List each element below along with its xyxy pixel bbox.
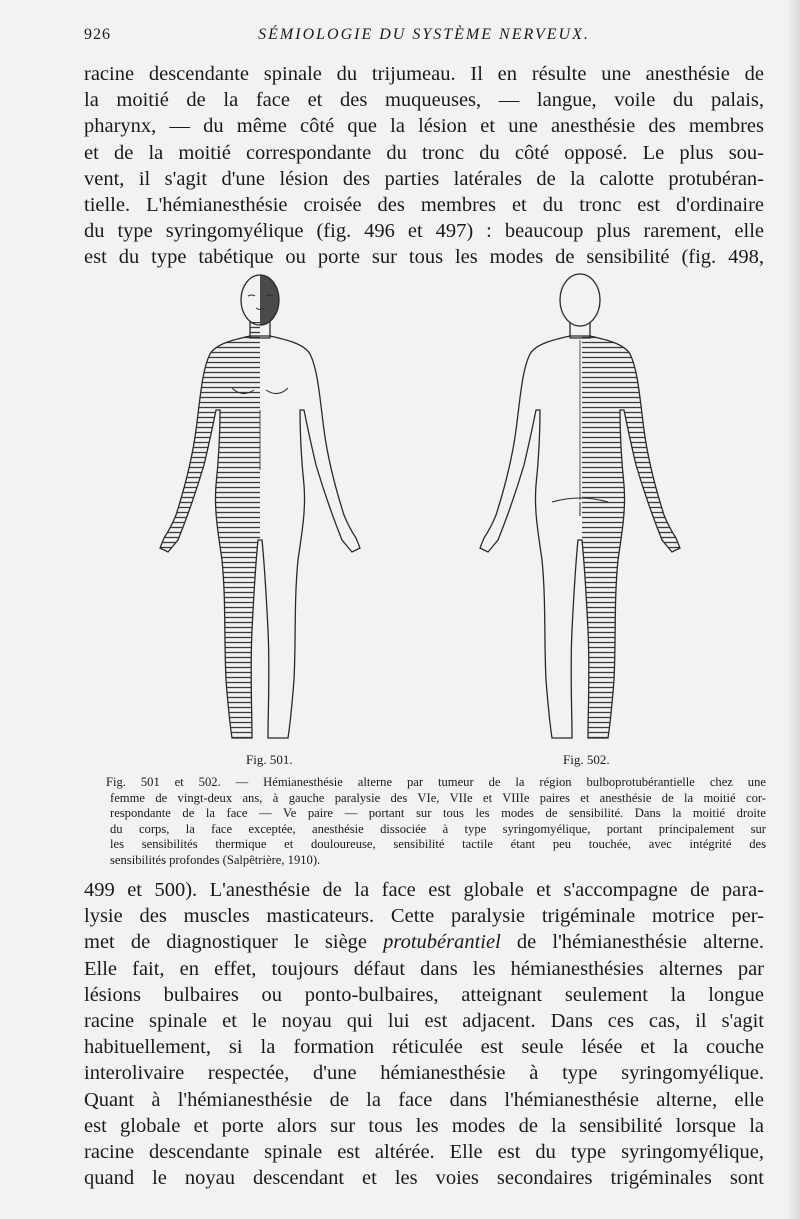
text-line: Elle fait, en effet, toujours défaut dans les hémianesthésies alternes par (84, 957, 764, 980)
text-segment: de l'hémianesthésie alterne. (500, 931, 764, 954)
figure-501-front-body (160, 275, 360, 738)
page-edge-shadow (786, 0, 800, 1219)
figure-502-back-body (480, 274, 680, 738)
text-line: 499 et 500). L'anesthésie de la face est globale et s'accompagne de para- (84, 879, 764, 901)
text-line: racine descendante spinale du trijumeau. Il en résulte une anesthésie de (84, 63, 764, 85)
italic-term: protubérantiel (383, 931, 501, 954)
paragraph-bottom (84, 877, 764, 1191)
figure-illustrations (140, 270, 700, 750)
text-line: est du type tabétique ou porte sur tous les modes de sensibilité (fig. 498, (84, 246, 764, 269)
text-line: interolivaire respectée, d'une hémianesthésie à type syringomyélique. (84, 1062, 764, 1085)
text-line: tielle. L'hémianesthésie croisée des membres et du tronc est d'ordinaire (84, 193, 764, 216)
text-line: quand le noyau descendant et les voies secondaires trigéminales sont (84, 1167, 764, 1190)
page-number: 926 (84, 26, 111, 43)
text-line: racine descendante spinale est altérée. Elle est du type syringomyélique, (84, 1140, 764, 1163)
text-line: pharynx, — du même côté que la lésion et une anesthésie des membres (84, 115, 764, 138)
text-line: racine spinale et le noyau qui lui est adjacent. Dans ces cas, il s'agit (84, 1009, 764, 1032)
text-line: lysie des muscles masticateurs. Cette paralysie trigéminale motrice per- (84, 905, 764, 928)
text-line: et de la moitié correspondante du tronc du côté opposé. Le plus sou- (84, 141, 764, 164)
figure-501-label: Fig. 501. (246, 752, 293, 767)
caption-line: respondante de la face — Ve paire — portant sur tous les modes de sensibilité. Dans la moitié droite (110, 806, 766, 821)
text-line: est globale et porte alors sur tous les modes de la sensibilité lorsque la (84, 1114, 764, 1137)
caption-line: les sensibilités thermique et douloureuse, sensibilité tactile étant peu touchée, avec intégrité des (110, 837, 766, 852)
caption-line: du corps, la face exceptée, anesthésie dissociée à type syringomyélique, portant principalement sur (110, 821, 766, 836)
running-title: SÉMIOLOGIE DU SYSTÈME NERVEUX. (258, 26, 590, 43)
paragraph-top (84, 61, 764, 271)
running-head (84, 26, 764, 50)
text-line (84, 929, 764, 955)
text-line: vent, il s'agit d'une lésion des parties latérales de la calotte protubéran- (84, 167, 764, 190)
text-line: Quant à l'hémianesthésie de la face dans l'hémianesthésie alterne, elle (84, 1088, 764, 1111)
text-line: la moitié de la face et des muqueuses, — langue, voile du palais, (84, 89, 764, 112)
text-line: lésions bulbaires ou ponto-bulbaires, atteignant seulement la longue (84, 983, 764, 1006)
figure-502-label: Fig. 502. (563, 752, 610, 767)
text-line: du type syringomyélique (fig. 496 et 497) : beaucoup plus rarement, elle (84, 220, 764, 243)
caption-line: sensibilités profondes (Salpêtrière, 1910). (110, 852, 321, 867)
figure-caption (106, 775, 766, 869)
caption-line: femme de vingt-deux ans, à gauche paralysie des VIe, VIIe et VIIIe paires et anesthésie de la moitié cor- (110, 790, 766, 805)
text-segment: met de diagnostiquer le siège (84, 931, 384, 954)
caption-line: Fig. 501 et 502. — Hémianesthésie alterne par tumeur de la région bulboprotubérantielle chez une (106, 775, 766, 789)
text-line: habituellement, si la formation réticulée est seule lésée et la couche (84, 1036, 764, 1059)
